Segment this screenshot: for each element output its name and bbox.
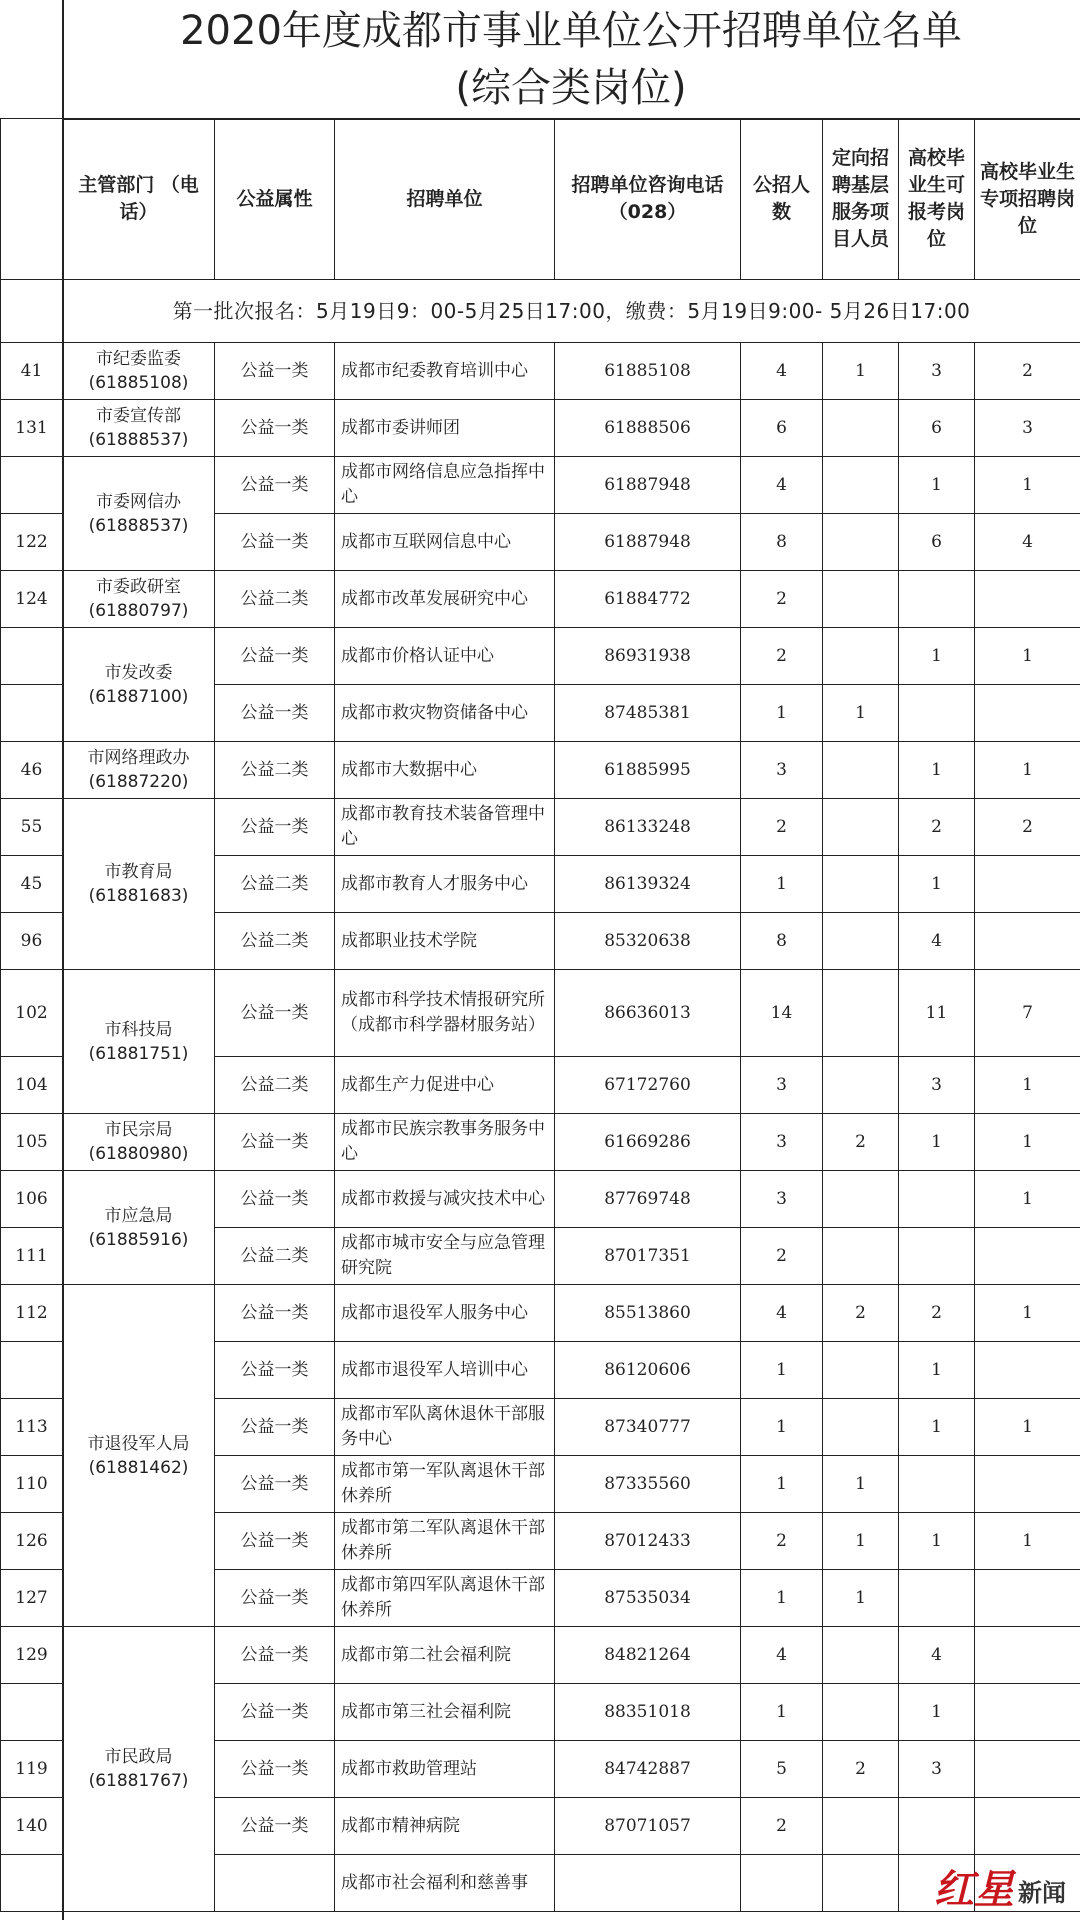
recruit-count: 1	[741, 1456, 823, 1513]
unit-name: 成都市社会福利和慈善事	[335, 1855, 555, 1912]
unit-name: 成都市军队离休退休干部服务中心	[335, 1399, 555, 1456]
header-targeted: 定向招聘基层服务项目人员	[823, 119, 899, 280]
dept-phone: (61880797)	[88, 601, 189, 621]
unit-name: 成都市退役军人服务中心	[335, 1285, 555, 1342]
batch-index-cell	[1, 280, 63, 343]
dept-name: 市科技局	[104, 1019, 173, 1040]
special-count: 1	[975, 742, 1080, 799]
grad-count: 1	[899, 742, 975, 799]
table-row	[1, 1171, 1080, 1228]
targeted-count: 2	[823, 1114, 899, 1171]
recruitment-table	[0, 118, 1080, 1912]
targeted-count	[823, 913, 899, 970]
dept-name: 市委宣传部	[96, 406, 181, 426]
public-type: 公益一类	[215, 1285, 335, 1342]
grad-count: 1	[899, 1342, 975, 1399]
unit-phone: 61885108	[555, 343, 741, 400]
special-count: 2	[975, 799, 1080, 856]
public-type: 公益一类	[215, 1627, 335, 1684]
grad-count: 4	[899, 913, 975, 970]
table-row	[1, 628, 1080, 685]
unit-name: 成都市纪委教育培训中心	[335, 343, 555, 400]
dept-cell	[63, 742, 215, 799]
unit-phone: 86139324	[555, 856, 741, 913]
grad-count: 1	[899, 628, 975, 685]
special-count: 4	[975, 514, 1080, 571]
targeted-count: 2	[823, 1741, 899, 1798]
targeted-count: 1	[823, 685, 899, 742]
unit-phone: 84742887	[555, 1741, 741, 1798]
dept-phone: (61881751)	[88, 1043, 189, 1064]
dept-cell	[63, 1114, 215, 1171]
public-type: 公益一类	[215, 343, 335, 400]
header-row	[1, 119, 1080, 280]
grad-count: 3	[899, 343, 975, 400]
header-index	[1, 119, 63, 280]
grad-count: 11	[899, 970, 975, 1057]
unit-name: 成都市委讲师团	[335, 400, 555, 457]
header-unit: 招聘单位	[335, 119, 555, 280]
targeted-count	[823, 970, 899, 1057]
unit-name: 成都市科学技术情报研究所（成都市科学器材服务站）	[335, 970, 555, 1057]
unit-name: 成都市退役军人培训中心	[335, 1342, 555, 1399]
grad-count	[899, 1798, 975, 1855]
special-count	[975, 1570, 1080, 1627]
targeted-count	[823, 1228, 899, 1285]
header-special: 高校毕业生专项招聘岗位	[975, 119, 1080, 280]
unit-name: 成都市救灾物资储备中心	[335, 685, 555, 742]
unit-phone: 87017351	[555, 1228, 741, 1285]
unit-name: 成都市救助管理站	[335, 1741, 555, 1798]
unit-phone: 88351018	[555, 1684, 741, 1741]
table-row	[1, 457, 1080, 514]
dept-cell	[63, 457, 215, 571]
recruit-count: 4	[741, 457, 823, 514]
batch-note-row	[1, 280, 1080, 343]
row-number: 102	[1, 970, 63, 1057]
watermark-logo: 红星	[934, 1867, 1014, 1913]
dept-name: 市委政研室	[96, 577, 181, 597]
grad-count: 1	[899, 457, 975, 514]
dept-name: 市纪委监委	[96, 349, 181, 369]
special-count	[975, 1627, 1080, 1684]
table-row	[1, 1285, 1080, 1342]
title-line-1: 2020年度成都市事业单位公开招聘单位名单	[180, 8, 962, 54]
dept-name: 市退役军人局	[87, 1433, 190, 1454]
page-title	[62, 0, 1080, 120]
recruit-count: 1	[741, 1684, 823, 1741]
title-line-2: (综合类岗位)	[455, 65, 687, 111]
grad-count: 1	[899, 1399, 975, 1456]
targeted-count	[823, 1855, 899, 1912]
special-count: 1	[975, 1285, 1080, 1342]
targeted-count: 1	[823, 343, 899, 400]
special-count: 1	[975, 457, 1080, 514]
unit-phone: 86931938	[555, 628, 741, 685]
row-number	[1, 1684, 63, 1741]
recruit-count: 1	[741, 1570, 823, 1627]
unit-name: 成都市第一军队离退休干部休养所	[335, 1456, 555, 1513]
grad-count	[899, 1456, 975, 1513]
public-type: 公益一类	[215, 628, 335, 685]
dept-name: 市发改委	[104, 662, 173, 683]
special-count: 1	[975, 1513, 1080, 1570]
unit-name: 成都市救援与减灾技术中心	[335, 1171, 555, 1228]
unit-name: 成都市第二军队离退休干部休养所	[335, 1513, 555, 1570]
row-number	[1, 457, 63, 514]
grad-count: 4	[899, 1627, 975, 1684]
unit-name: 成都市网络信息应急指挥中心	[335, 457, 555, 514]
recruit-count: 2	[741, 1513, 823, 1570]
recruit-count: 2	[741, 628, 823, 685]
public-type: 公益二类	[215, 856, 335, 913]
special-count: 1	[975, 1399, 1080, 1456]
table-row	[1, 1114, 1080, 1171]
dept-phone: (61885108)	[88, 373, 189, 393]
row-number: 105	[1, 1114, 63, 1171]
public-type: 公益一类	[215, 1114, 335, 1171]
special-count	[975, 856, 1080, 913]
grad-count	[899, 571, 975, 628]
public-type: 公益一类	[215, 1513, 335, 1570]
unit-phone: 61884772	[555, 571, 741, 628]
recruit-count: 5	[741, 1741, 823, 1798]
grad-count: 6	[899, 514, 975, 571]
grad-count: 6	[899, 400, 975, 457]
public-type: 公益一类	[215, 1399, 335, 1456]
recruit-count: 3	[741, 1114, 823, 1171]
row-number: 111	[1, 1228, 63, 1285]
dept-cell	[63, 400, 215, 457]
recruit-count: 1	[741, 856, 823, 913]
unit-phone: 85513860	[555, 1285, 741, 1342]
unit-phone: 87335560	[555, 1456, 741, 1513]
special-count: 1	[975, 1114, 1080, 1171]
unit-phone: 61888506	[555, 400, 741, 457]
dept-cell	[63, 628, 215, 742]
unit-name: 成都市精神病院	[335, 1798, 555, 1855]
public-type: 公益一类	[215, 1570, 335, 1627]
unit-phone: 85320638	[555, 913, 741, 970]
table-row	[1, 742, 1080, 799]
unit-phone: 86636013	[555, 970, 741, 1057]
public-type: 公益一类	[215, 1456, 335, 1513]
dept-name: 市应急局	[104, 1205, 173, 1226]
special-count	[975, 1741, 1080, 1798]
targeted-count	[823, 856, 899, 913]
special-count	[975, 571, 1080, 628]
dept-phone: (61880980)	[88, 1144, 189, 1164]
special-count: 1	[975, 628, 1080, 685]
targeted-count	[823, 742, 899, 799]
targeted-count	[823, 1627, 899, 1684]
unit-name: 成都市教育技术装备管理中心	[335, 799, 555, 856]
grad-count	[899, 685, 975, 742]
targeted-count	[823, 1057, 899, 1114]
targeted-count	[823, 1684, 899, 1741]
public-type: 公益二类	[215, 571, 335, 628]
row-number: 126	[1, 1513, 63, 1570]
special-count	[975, 1798, 1080, 1855]
targeted-count: 1	[823, 1513, 899, 1570]
unit-name: 成都市改革发展研究中心	[335, 571, 555, 628]
special-count	[975, 913, 1080, 970]
unit-name: 成都生产力促进中心	[335, 1057, 555, 1114]
recruit-count: 4	[741, 343, 823, 400]
dept-phone: (61888537)	[88, 430, 189, 450]
public-type: 公益一类	[215, 514, 335, 571]
public-type: 公益一类	[215, 457, 335, 514]
row-number: 104	[1, 1057, 63, 1114]
unit-phone: 87769748	[555, 1171, 741, 1228]
row-number: 112	[1, 1285, 63, 1342]
recruit-count: 6	[741, 400, 823, 457]
row-number: 129	[1, 1627, 63, 1684]
dept-cell	[63, 1627, 215, 1912]
recruit-count	[741, 1855, 823, 1912]
public-type: 公益一类	[215, 685, 335, 742]
targeted-count: 1	[823, 1570, 899, 1627]
special-count	[975, 1228, 1080, 1285]
header-phone: 招聘单位咨询电话（028）	[555, 119, 741, 280]
grad-count: 3	[899, 1057, 975, 1114]
dept-cell	[63, 799, 215, 970]
dept-phone: (61888537)	[88, 515, 189, 536]
public-type: 公益一类	[215, 970, 335, 1057]
unit-name: 成都市教育人才服务中心	[335, 856, 555, 913]
dept-phone: (61887220)	[88, 772, 189, 792]
recruit-count: 4	[741, 1285, 823, 1342]
unit-phone: 67172760	[555, 1057, 741, 1114]
special-count	[975, 1456, 1080, 1513]
unit-name: 成都市互联网信息中心	[335, 514, 555, 571]
special-count: 1	[975, 1057, 1080, 1114]
public-type: 公益二类	[215, 742, 335, 799]
grad-count	[899, 1171, 975, 1228]
watermark-text: 新闻	[1018, 1878, 1066, 1907]
unit-name: 成都市第二社会福利院	[335, 1627, 555, 1684]
grad-count: 3	[899, 1741, 975, 1798]
unit-name: 成都市大数据中心	[335, 742, 555, 799]
unit-name: 成都职业技术学院	[335, 913, 555, 970]
unit-name: 成都市第三社会福利院	[335, 1684, 555, 1741]
grad-count: 2	[899, 799, 975, 856]
public-type: 公益一类	[215, 1171, 335, 1228]
header-grad: 高校毕业生可报考岗位	[899, 119, 975, 280]
targeted-count	[823, 400, 899, 457]
dept-phone: (61881767)	[88, 1771, 189, 1791]
unit-phone: 87071057	[555, 1798, 741, 1855]
public-type: 公益一类	[215, 1741, 335, 1798]
header-dept: 主管部门 （电话）	[63, 119, 215, 280]
table-row	[1, 799, 1080, 856]
unit-phone: 61885995	[555, 742, 741, 799]
row-number: 124	[1, 571, 63, 628]
special-count: 3	[975, 400, 1080, 457]
public-type: 公益二类	[215, 913, 335, 970]
public-type: 公益一类	[215, 1798, 335, 1855]
row-number	[1, 685, 63, 742]
special-count: 7	[975, 970, 1080, 1057]
special-count	[975, 1342, 1080, 1399]
unit-phone: 87012433	[555, 1513, 741, 1570]
targeted-count	[823, 514, 899, 571]
targeted-count	[823, 457, 899, 514]
special-count	[975, 1684, 1080, 1741]
special-count: 2	[975, 343, 1080, 400]
targeted-count	[823, 571, 899, 628]
targeted-count	[823, 1798, 899, 1855]
unit-phone: 87485381	[555, 685, 741, 742]
row-number: 55	[1, 799, 63, 856]
dept-phone: (61881462)	[88, 1457, 189, 1478]
recruit-count: 1	[741, 685, 823, 742]
special-count: 1	[975, 1171, 1080, 1228]
unit-phone: 61669286	[555, 1114, 741, 1171]
table-body	[1, 280, 1080, 1912]
row-number: 113	[1, 1399, 63, 1456]
header-type: 公益属性	[215, 119, 335, 280]
recruit-count: 3	[741, 742, 823, 799]
grad-count	[899, 1570, 975, 1627]
public-type: 公益一类	[215, 1342, 335, 1399]
row-number	[1, 628, 63, 685]
row-number: 41	[1, 343, 63, 400]
unit-phone: 86120606	[555, 1342, 741, 1399]
dept-name: 市民宗局	[104, 1120, 173, 1140]
recruit-count: 2	[741, 571, 823, 628]
unit-phone: 87340777	[555, 1399, 741, 1456]
row-number: 106	[1, 1171, 63, 1228]
recruit-count: 8	[741, 514, 823, 571]
targeted-count: 2	[823, 1285, 899, 1342]
recruit-count: 3	[741, 1057, 823, 1114]
dept-cell	[63, 970, 215, 1114]
unit-name: 成都市城市安全与应急管理研究院	[335, 1228, 555, 1285]
unit-name: 成都市价格认证中心	[335, 628, 555, 685]
row-number: 119	[1, 1741, 63, 1798]
public-type: 公益一类	[215, 1684, 335, 1741]
dept-cell	[63, 1171, 215, 1285]
grad-count: 1	[899, 1114, 975, 1171]
recruit-count: 8	[741, 913, 823, 970]
row-number	[1, 1342, 63, 1399]
unit-phone: 84821264	[555, 1627, 741, 1684]
dept-phone: (61881683)	[88, 886, 189, 906]
targeted-count	[823, 1342, 899, 1399]
targeted-count	[823, 628, 899, 685]
row-number: 131	[1, 400, 63, 457]
header-count: 公招人数	[741, 119, 823, 280]
grad-count: 1	[899, 1684, 975, 1741]
row-number: 127	[1, 1570, 63, 1627]
unit-phone: 61887948	[555, 457, 741, 514]
table-row	[1, 970, 1080, 1057]
dept-cell	[63, 1285, 215, 1627]
unit-phone: 87535034	[555, 1570, 741, 1627]
recruit-count: 14	[741, 970, 823, 1057]
grad-count	[899, 1228, 975, 1285]
dept-name: 市教育局	[104, 862, 173, 882]
grad-count: 1	[899, 1513, 975, 1570]
special-count	[975, 685, 1080, 742]
row-number: 110	[1, 1456, 63, 1513]
unit-name: 成都市第四军队离退休干部休养所	[335, 1570, 555, 1627]
table-row	[1, 571, 1080, 628]
row-number: 140	[1, 1798, 63, 1855]
grad-count: 2	[899, 1285, 975, 1342]
row-number: 45	[1, 856, 63, 913]
dept-phone: (61887100)	[88, 686, 189, 707]
table-row	[1, 400, 1080, 457]
unit-phone: 86133248	[555, 799, 741, 856]
recruit-count: 4	[741, 1627, 823, 1684]
table-row	[1, 343, 1080, 400]
recruit-count: 2	[741, 799, 823, 856]
dept-phone: (61885916)	[88, 1229, 189, 1250]
dept-name: 市委网信办	[96, 491, 181, 512]
row-number: 122	[1, 514, 63, 571]
row-number	[1, 1855, 63, 1912]
recruit-count: 1	[741, 1399, 823, 1456]
unit-phone	[555, 1855, 741, 1912]
recruit-count: 2	[741, 1798, 823, 1855]
targeted-count	[823, 1399, 899, 1456]
public-type	[215, 1855, 335, 1912]
row-number: 46	[1, 742, 63, 799]
dept-name: 市网络理政办	[87, 748, 190, 768]
targeted-count	[823, 799, 899, 856]
unit-name: 成都市民族宗教事务服务中心	[335, 1114, 555, 1171]
targeted-count: 1	[823, 1456, 899, 1513]
public-type: 公益二类	[215, 1228, 335, 1285]
dept-name: 市民政局	[104, 1747, 173, 1767]
recruit-count: 3	[741, 1171, 823, 1228]
table-row	[1, 1627, 1080, 1684]
dept-cell	[63, 343, 215, 400]
recruit-count: 2	[741, 1228, 823, 1285]
targeted-count	[823, 1171, 899, 1228]
public-type: 公益二类	[215, 1057, 335, 1114]
watermark	[934, 1867, 1066, 1913]
public-type: 公益一类	[215, 799, 335, 856]
unit-phone: 61887948	[555, 514, 741, 571]
dept-cell	[63, 571, 215, 628]
public-type: 公益一类	[215, 400, 335, 457]
batch-note: 第一批次报名：5月19日9：00-5月25日17:00，缴费：5月19日9:00- 5月26日17:00	[63, 280, 1080, 343]
grad-count: 1	[899, 856, 975, 913]
recruit-count: 1	[741, 1342, 823, 1399]
row-number: 96	[1, 913, 63, 970]
